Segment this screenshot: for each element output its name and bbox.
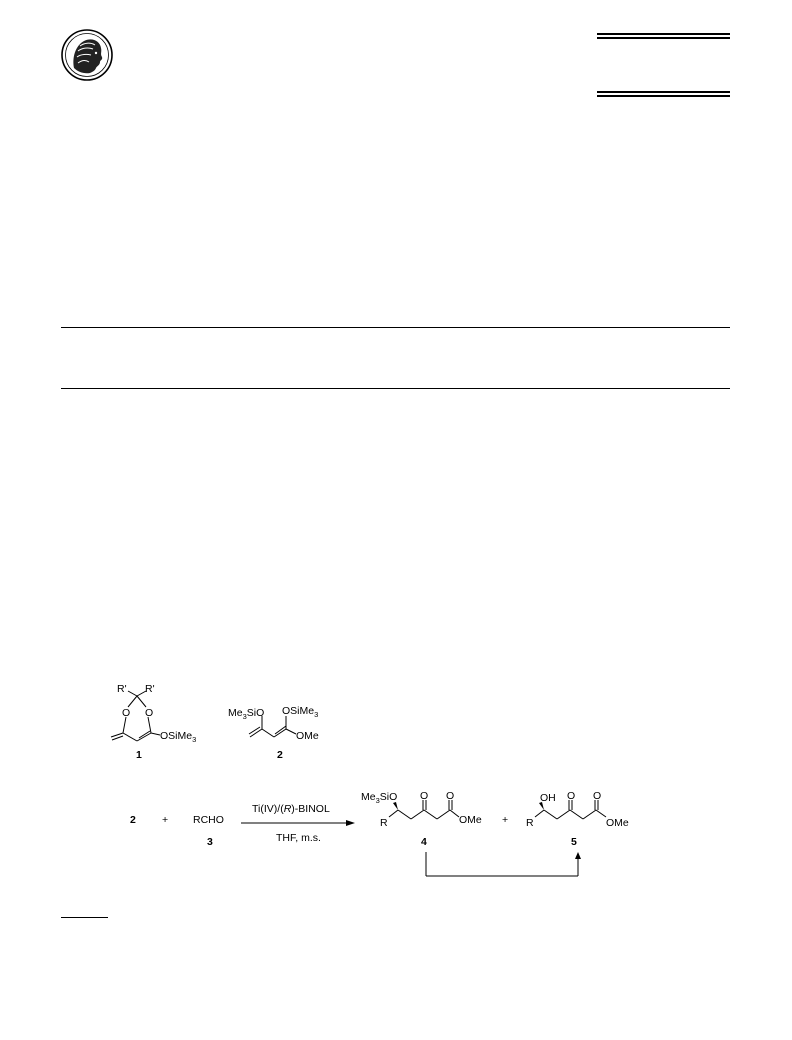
product-4-ester-o: O <box>446 790 455 802</box>
product-4-wedge <box>393 802 398 810</box>
reactant-2-label: 2 <box>130 814 136 826</box>
compound-2-ome: OMe <box>296 730 319 742</box>
rcho: RCHO <box>193 814 224 826</box>
compound-2-osime3: OSiMe$_3$ <box>282 705 319 719</box>
conditions-bottom: THF, m.s. <box>276 832 321 844</box>
product-4-me3sio: $Me_3SiO$ <box>361 791 398 805</box>
product-4-r: R <box>380 817 388 829</box>
product-4-ome: OMe <box>459 814 482 826</box>
compound-2-bonds <box>249 716 296 737</box>
conversion-arrow-head <box>575 852 581 859</box>
product-5-r: R <box>526 817 534 829</box>
product-5-ketone-o: O <box>567 790 576 802</box>
reaction-arrow-head <box>346 820 355 826</box>
compound-1-osime3: OSiMe$_3$ <box>160 730 197 744</box>
compound-2-me3sio: $Me_3SiO$ <box>228 707 265 721</box>
reactant-3-label: 3 <box>207 836 213 848</box>
compound-1-o-left: O <box>122 707 131 719</box>
plus-sign-2: + <box>502 814 509 826</box>
compound-1-o-right: O <box>145 707 154 719</box>
conditions-top: Ti(IV)/(R)-BINOL <box>252 803 330 815</box>
product-4-bonds <box>389 800 459 819</box>
product-4-label: 4 <box>421 836 427 848</box>
product-5-ome: OMe <box>606 817 629 829</box>
product-5-ester-o: O <box>593 790 602 802</box>
product-5-oh: OH <box>540 792 556 804</box>
plus-sign-1: + <box>162 814 169 826</box>
compound-1-label: 1 <box>136 749 142 761</box>
compound-1-rprime-right: R' <box>145 683 155 695</box>
compound-2-label: 2 <box>277 749 283 761</box>
product-5-label: 5 <box>571 836 577 848</box>
conversion-bracket <box>426 852 578 876</box>
compound-1-rprime-left: R' <box>117 683 127 695</box>
product-4-ketone-o: O <box>420 790 429 802</box>
